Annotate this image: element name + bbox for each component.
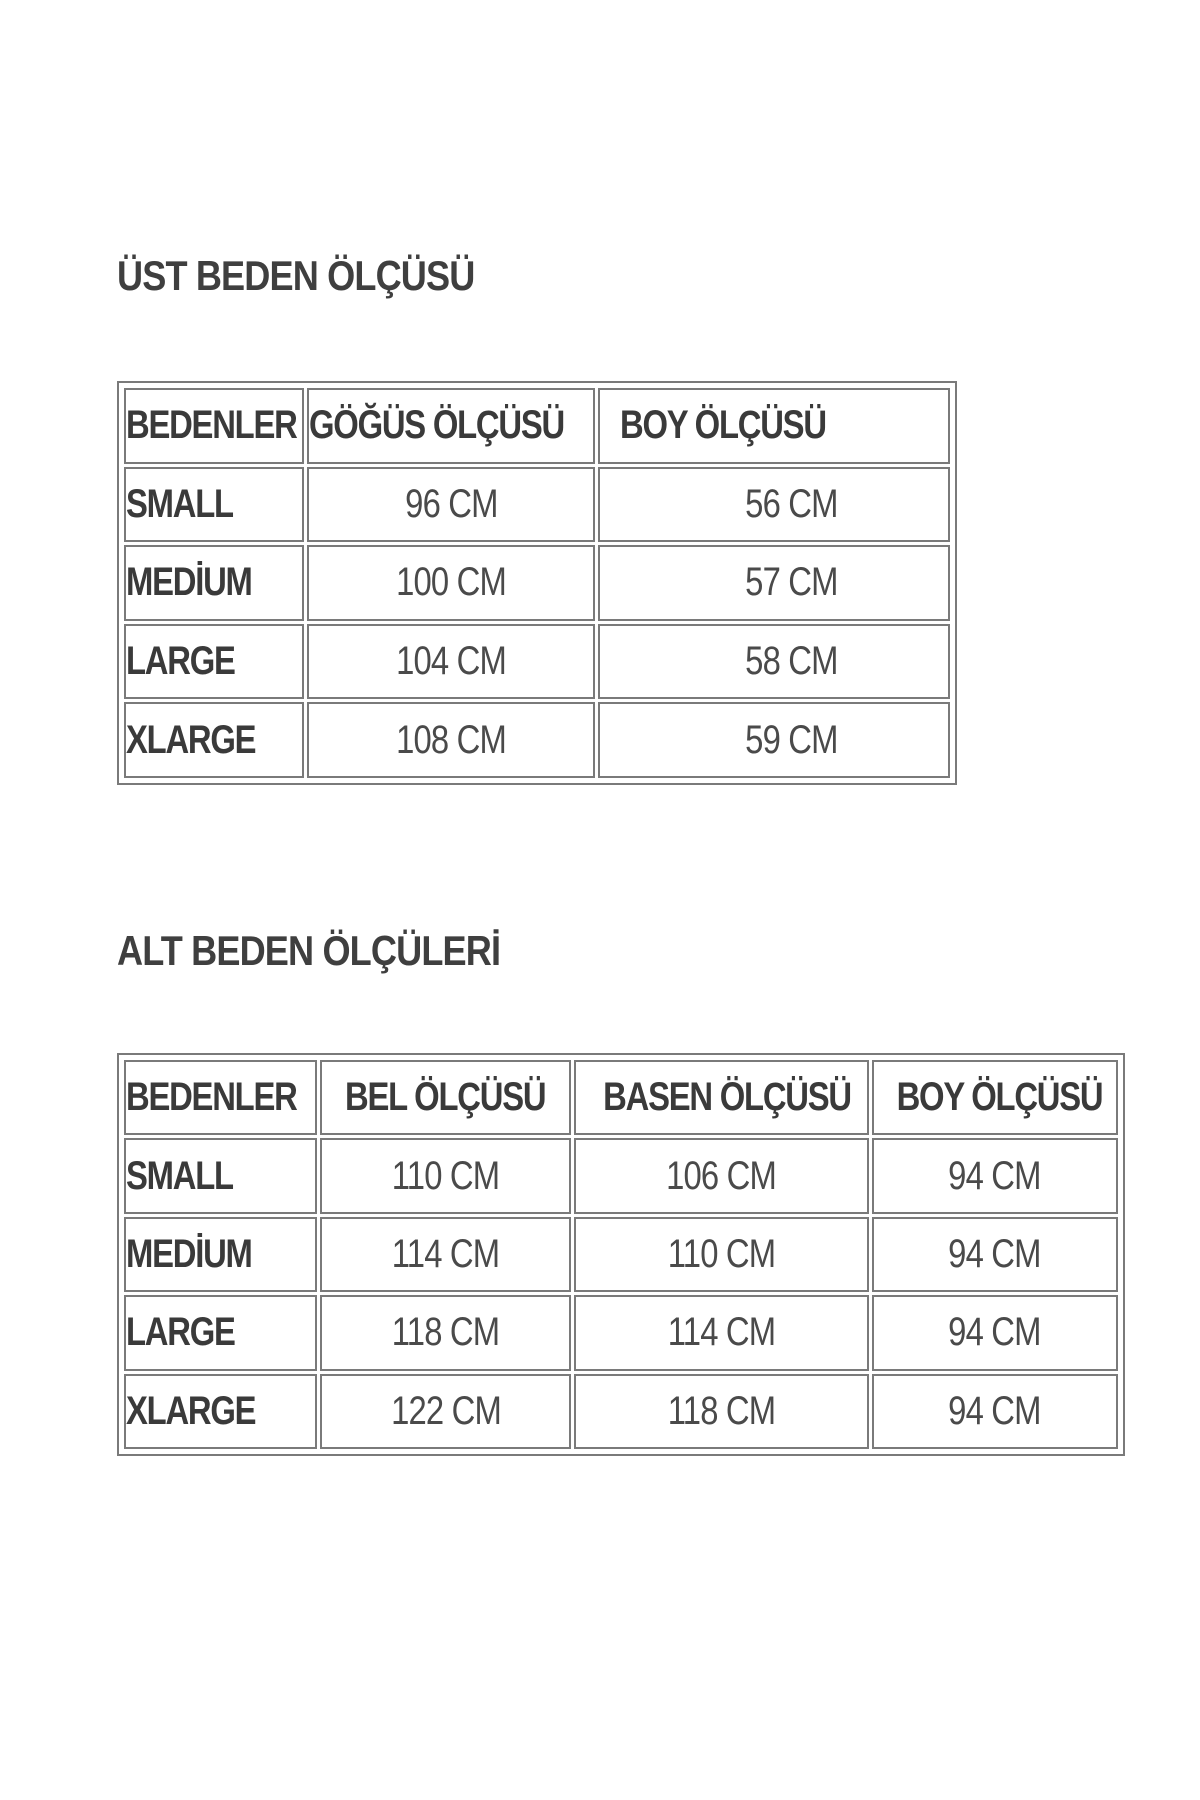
size-label: LARGE: [126, 639, 235, 684]
hip-cell: [574, 1138, 868, 1213]
hip-cell: [574, 1374, 868, 1449]
table-row: [124, 702, 950, 778]
chest-cell: [307, 545, 595, 621]
length-value: 94 CM: [948, 1388, 1042, 1433]
waist-cell: [320, 1295, 571, 1370]
size-cell: [124, 467, 304, 543]
header-waist: [320, 1060, 571, 1135]
table-row: [124, 624, 950, 700]
length-cell: [598, 702, 950, 778]
chest-value: 108 CM: [396, 717, 506, 762]
upper-size-grid: [121, 385, 953, 781]
waist-value: 110 CM: [391, 1153, 500, 1198]
header-sizes-label: BEDENLER: [126, 1075, 297, 1120]
size-cell: [124, 1217, 317, 1292]
chest-cell: [307, 702, 595, 778]
upper-body-title: ÜST BEDEN ÖLÇÜSÜ: [117, 252, 475, 299]
size-label: MEDİUM: [126, 560, 252, 605]
header-length: [598, 388, 950, 464]
table-row: [124, 1374, 1118, 1449]
table-row: [124, 1138, 1118, 1213]
size-label: LARGE: [126, 1310, 235, 1355]
size-label: XLARGE: [126, 1388, 256, 1433]
header-chest: [307, 388, 595, 464]
size-cell: [124, 1295, 317, 1370]
waist-cell: [320, 1217, 571, 1292]
table-row: [124, 545, 950, 621]
hip-value: 118 CM: [667, 1388, 776, 1433]
chest-value: 100 CM: [396, 560, 506, 605]
length-cell: [872, 1138, 1118, 1213]
size-label: SMALL: [126, 481, 233, 526]
lower-size-table: [117, 1053, 1125, 1456]
table-row: [124, 1217, 1118, 1292]
header-sizes: [124, 388, 304, 464]
length-value: 59 CM: [745, 717, 838, 762]
header-waist-label: BEL ÖLÇÜSÜ: [345, 1075, 546, 1120]
header-sizes: [124, 1060, 317, 1135]
table-row: [124, 467, 950, 543]
length-cell: [598, 545, 950, 621]
length-value: 94 CM: [948, 1231, 1042, 1276]
lower-size-grid: [121, 1057, 1121, 1452]
chest-value: 96 CM: [404, 481, 498, 526]
length-value: 56 CM: [745, 481, 838, 526]
upper-size-table: [117, 381, 957, 785]
lower-body-title: ALT BEDEN ÖLÇÜLERİ: [117, 927, 501, 974]
waist-value: 114 CM: [391, 1231, 500, 1276]
table-row: [124, 1295, 1118, 1370]
header-chest-label: GÖĞÜS ÖLÇÜSÜ: [309, 403, 564, 448]
hip-cell: [574, 1295, 868, 1370]
chest-cell: [307, 624, 595, 700]
header-sizes-label: BEDENLER: [126, 403, 297, 448]
size-cell: [124, 624, 304, 700]
header-hip-label: BASEN ÖLÇÜSÜ: [603, 1075, 852, 1120]
length-cell: [872, 1374, 1118, 1449]
size-cell: [124, 545, 304, 621]
chest-cell: [307, 467, 595, 543]
hip-cell: [574, 1217, 868, 1292]
length-cell: [872, 1217, 1118, 1292]
chest-value: 104 CM: [396, 639, 506, 684]
length-value: 94 CM: [948, 1153, 1042, 1198]
size-cell: [124, 702, 304, 778]
length-value: 58 CM: [745, 639, 838, 684]
length-cell: [598, 624, 950, 700]
table-header-row: [124, 1060, 1118, 1135]
size-label: MEDİUM: [126, 1231, 252, 1276]
size-label: XLARGE: [126, 717, 256, 762]
size-cell: [124, 1138, 317, 1213]
size-label: SMALL: [126, 1153, 233, 1198]
hip-value: 110 CM: [667, 1231, 776, 1276]
length-cell: [872, 1295, 1118, 1370]
hip-value: 106 CM: [666, 1153, 777, 1198]
waist-cell: [320, 1138, 571, 1213]
length-cell: [598, 467, 950, 543]
waist-value: 122 CM: [390, 1388, 501, 1433]
header-length-label: BOY ÖLÇÜSÜ: [620, 403, 826, 448]
waist-value: 118 CM: [391, 1310, 500, 1355]
size-cell: [124, 1374, 317, 1449]
length-value: 57 CM: [745, 560, 838, 605]
hip-value: 114 CM: [667, 1310, 776, 1355]
header-hip: [574, 1060, 868, 1135]
table-header-row: [124, 388, 950, 464]
length-value: 94 CM: [948, 1310, 1042, 1355]
waist-cell: [320, 1374, 571, 1449]
header-length: [872, 1060, 1118, 1135]
header-length-label: BOY ÖLÇÜSÜ: [896, 1075, 1103, 1120]
